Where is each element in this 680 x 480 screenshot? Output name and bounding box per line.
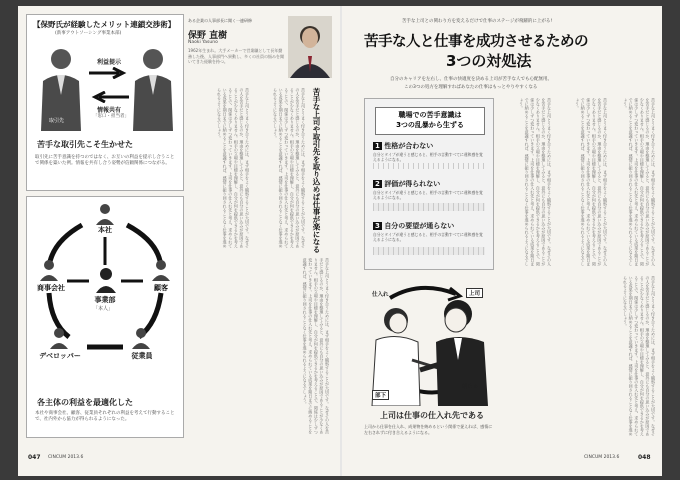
cause-3-title: 3 自分の要望が通らない: [375, 222, 455, 230]
number-badge-2: 2: [375, 180, 380, 188]
info-share-sublabel: 「窓口・担当者」: [93, 114, 129, 119]
causes-box-title2: 3つの乱暴から生ずる: [396, 121, 464, 129]
right-lead-line2: この3つの処方を理解すればあなたの仕事はもっとやりやすくなる: [404, 85, 538, 90]
arrow-left-icon: [89, 91, 129, 103]
illustration-caption-sub: 上司から仕事を仕入れ、成果物を納めるという関係で捉えれば、感情に左右されずに付き合えるようになる。: [364, 424, 493, 435]
customer-figure: [151, 259, 171, 281]
left-body-column-3: 苦手な上司とうまく付き合うためには、まず相手をよく観察することが大切です。なぜその人を苦手だと感じるのか、理由を整理してみると、意外にも自分の思い込みが原因であることが少なくありません。相手の立場や目標を理解し、自分が何を提供できるかを考えることで、関係は少しずつ変わっていきます。上司を仕事の仕入れ先と考え、求められている成果を期日までに納めることを意識すれば、感情に振り回されることなく仕事を進められるようになるでしょう。: [302, 258, 330, 434]
negotiation-box-subtitle: (新事アウトソーシング事業本部): [55, 31, 122, 36]
cause-2-title: 2 評価が得られない: [375, 180, 441, 188]
node-head-office: 本社: [98, 226, 112, 234]
cause-1-lines: [373, 163, 485, 169]
left-page-number: 047: [28, 454, 41, 461]
arrow-right-icon: [89, 67, 129, 79]
right-body-column-2: 苦手な上司とうまく付き合うためには、まず相手をよく観察することが大切です。なぜその人を苦手だと感じるのか、理由を整理してみると、意外にも自分の思い込みが原因であることが少なくありません。相手の立場や目標を理解し、自分が何を提供できるかを考えることで、関係は少しずつ変わっていきます。上司を仕事の仕入れ先と考え、求められている成果を期日までに納めることを意識すれば、感情に振り回されることなく仕事を進められるようになるでしょう。: [575, 98, 608, 266]
node-customer: 顧客: [154, 284, 168, 292]
left-magazine-footer: CINCUM 2013.6: [48, 455, 84, 460]
profile-name: 保野 直樹: [188, 31, 228, 41]
number-badge-1: 1: [375, 142, 380, 150]
cause-1-title: 1 性格が合わない: [375, 142, 434, 150]
negotiation-box: [26, 14, 184, 191]
info-share-label: 情報共有: [97, 107, 122, 114]
right-page: [342, 6, 662, 476]
profile-name-en: Naoki Yasuno: [188, 40, 218, 45]
developer-figure: [49, 327, 69, 349]
left-page: [18, 6, 340, 476]
cause-3-lines: [373, 247, 485, 255]
diagram-heading: 各主体の利益を最適化した: [37, 398, 133, 407]
negotiation-box-caption: 取引先に苦手意識を持つのではなく、お互いの利益を提示し合うことで関係を築いた例。情報を共有し合う姿勢が信頼関係につながる。: [35, 155, 175, 166]
profile-bio: 1962年生まれ。大手メーカーで営業職として長年勤務した後、人事部門へ異動し、多くの社員の悩みを聞いてきた経験を持つ。: [188, 48, 284, 64]
node-division: 事業部: [94, 296, 116, 304]
cause-1-text: 自分とタイプが違うと感じると、相手の言動すべてに違和感を覚えるようになる。: [373, 152, 483, 162]
left-body-column-2: 苦手な上司とうまく付き合うためには、まず相手をよく観察することが大切です。なぜその人を苦手だと感じるのか、理由を整理してみると、意外にも自分の思い込みが原因であることが少なくありません。相手の立場や目標を理解し、自分が何を提供できるかを考えることで、関係は少しずつ変わっていきます。上司を仕事の仕入れ先と考え、求められている成果を期日までに納めることを意識すれば、感情に振り回されることなく仕事を進められるようになるでしょう。: [217, 88, 250, 248]
right-magazine-footer: CINCUM 2013.6: [584, 455, 620, 460]
negotiation-box-heading: 苦手な取引先こそ生かせた: [37, 140, 133, 149]
causes-box-header: [375, 107, 485, 135]
illustration-label-subordinate: 部下: [372, 390, 389, 400]
diagram-caption: 本社や商事会社、顧客、従業員それぞれの利益を考えて行動することで、社内外から協力が得られるようになった。: [35, 411, 175, 422]
cause-2-text: 自分とタイプが違うと感じると、相手の言動すべてに違和感を覚えるようになる。: [373, 190, 483, 200]
cause-2-lines: [373, 203, 485, 211]
cause-3-text: 自分とタイプが違うと感じると、相手の言動すべてに違和感を覚えるようになる。: [373, 232, 483, 242]
profile-role: ある企業の人事部長に聞く一連研修: [188, 18, 252, 23]
illustration-label-boss: 上司: [466, 288, 483, 298]
division-figure: [95, 267, 117, 293]
businessman-right-illustration: [129, 45, 177, 131]
stakeholder-diagram-box: [26, 196, 184, 438]
right-title-line1: 苦手な人と仕事を成功させるための: [364, 34, 588, 50]
causes-box-title1: 職場での苦手意識は: [398, 111, 462, 119]
right-body-column-4: 苦手な上司とうまく付き合うためには、まず相手をよく観察することが大切です。なぜその人を苦手だと感じるのか、理由を整理してみると、意外にも自分の思い込みが原因であることが少なくありません。相手の立場や目標を理解し、自分が何を提供できるかを考えることで、関係は少しずつ変わっていきます。上司を仕事の仕入れ先と考え、求められている成果を期日までに納めることを意識すれば、感情に振り回されることなく仕事を進められるようになるでしょう。: [623, 276, 656, 436]
right-body-column-3: 苦手な上司とうまく付き合うためには、まず相手をよく観察することが大切です。なぜその人を苦手だと感じるのか、理由を整理してみると、意外にも自分の思い込みが原因であることが少なくありません。相手の立場や目標を理解し、自分が何を提供できるかを考えることで、関係は少しずつ変わっていきます。上司を仕事の仕入れ先と考え、求められている成果を期日までに納めることを意識すれば、感情に振り回されることなく仕事を進められるようになるでしょう。: [623, 98, 656, 266]
illustration-label-supply: 仕入れ: [372, 292, 389, 298]
negotiation-box-title: 【保野氏が経験したメリット連鎖交渉術】: [33, 20, 176, 29]
right-body-column-1: 苦手な上司とうまく付き合うためには、まず相手をよく観察することが大切です。なぜその人を苦手だと感じるのか、理由を整理してみると、意外にも自分の思い込みが原因であることが少なくありません。相手の立場や目標を理解し、自分が何を提供できるかを考えることで、関係は少しずつ変わっていきます。上司を仕事の仕入れ先と考え、求められている成果を期日までに納めることを意識すれば、感情に振り回されることなく仕事を進められるようになるでしょう。: [519, 98, 552, 266]
number-badge-3: 3: [375, 222, 380, 230]
left-vertical-heading: 苦手な上司や取引先を取り込めば仕事が楽になる: [312, 88, 321, 253]
left-body-column-1: 苦手な上司とうまく付き合うためには、まず相手をよく観察することが大切です。なぜその人を苦手だと感じるのか、理由を整理してみると、意外にも自分の思い込みが原因であることが少なくありません。相手の立場や目標を理解し、自分が何を提供できるかを考えることで、関係は少しずつ変わっていきます。上司を仕事の仕入れ先と考え、求められている成果を期日までに納めることを意識すれば、感情に振り回されることなく仕事を進められるようになるでしょう。: [273, 88, 306, 248]
right-kicker: 苦手な上司との関わり方を変えるだけで仕事のステージが飛躍的に上がる!: [402, 19, 553, 24]
causes-box: [364, 98, 494, 270]
node-trading-company: 商事会社: [37, 284, 65, 292]
client-label: 取引先: [49, 118, 65, 124]
node-division-sub: 「本人」: [93, 306, 114, 312]
profit-offer-label: 利益提示: [97, 59, 122, 66]
profile-photo: [288, 16, 332, 78]
node-employee: 従業員: [131, 352, 153, 360]
employee-figure: [131, 327, 151, 349]
head-office-figure: [95, 203, 115, 225]
trading-company-figure: [39, 259, 59, 281]
right-page-number: 048: [638, 454, 651, 461]
right-title-line2: 3つの対処法: [446, 52, 532, 70]
illustration-label-deliver: 納める: [462, 384, 479, 390]
node-developer: デベロッパー: [39, 352, 81, 360]
illustration-caption: 上司は仕事の仕入れ先である: [380, 411, 484, 420]
right-lead-line1: 自分のキャリアを左右し、仕事の快適度を決める上司が苦手な人でも心配無用。: [390, 77, 552, 82]
